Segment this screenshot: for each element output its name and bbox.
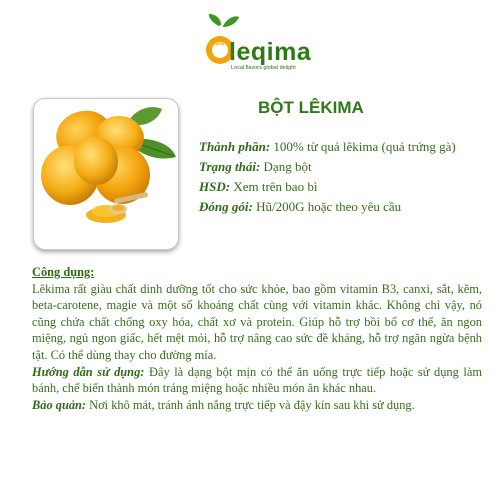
spec-state — [199, 157, 494, 177]
storage-text: Nơi khô mát, tránh ánh nắng trực tiếp và đậy kín sau khi sử dụng. — [86, 397, 415, 412]
spec-label: HSD: — [199, 179, 231, 194]
product-photo — [33, 98, 179, 250]
spec-ingredients — [199, 137, 494, 157]
spec-label: Thành phần: — [199, 139, 271, 154]
uses-text: Lêkima rất giàu chất dinh dưỡng tốt cho sức khỏe, bao gồm vitamin B3, canxi, sắt, kẽm, beta-carotene, magie và một số khoáng chất cùng với vitamin khác. Không chỉ vậy, nó cũng chứa chất chống oxy hóa, chất xơ và protein. Giúp hỗ trợ bồi bổ cơ thể, ăn ngon miệng, ngủ ngon giấc, hết mệt mỏi, hỗ trợ nâng cao sức đề kháng, hỗ trợ ngăn ngừa bệnh tật. Có thể dùng thay cho đường mía. — [32, 281, 482, 362]
spec-expiry — [199, 177, 494, 197]
product-title: BỘT LÊKIMA — [258, 98, 364, 117]
usage-text: Đây là dạng bột mịn có thể ăn uống trực tiếp hoặc sử dụng làm bánh, chế biến thành món tráng miệng hoặc nhiều món ăn khác nhau. — [32, 364, 482, 396]
product-specs — [199, 137, 494, 217]
spec-packaging — [199, 197, 494, 217]
brand-logo — [205, 12, 325, 74]
product-description — [32, 264, 482, 413]
spec-value: Dạng bột — [260, 159, 312, 174]
storage-label: Bảo quản: — [32, 397, 87, 412]
usage-label: Hướng dẫn sử dụng: — [32, 364, 145, 379]
uses-heading: Công dụng: — [32, 265, 95, 279]
spec-value: Hũ/200G hoặc theo yêu cầu — [252, 199, 402, 214]
storage-section — [32, 397, 482, 414]
spec-label: Đóng gói: — [199, 199, 253, 214]
spec-value: 100% từ quả lêkima (quả trứng gà) — [270, 139, 456, 154]
lekima-fruit-image — [34, 99, 178, 249]
spec-value: Xem trên bao bì — [230, 179, 318, 194]
spec-label: Trạng thái: — [199, 159, 261, 174]
usage-section — [32, 364, 482, 397]
brand-name: leqima — [229, 38, 312, 66]
brand-tagline: Local flavors global delight — [231, 65, 296, 71]
